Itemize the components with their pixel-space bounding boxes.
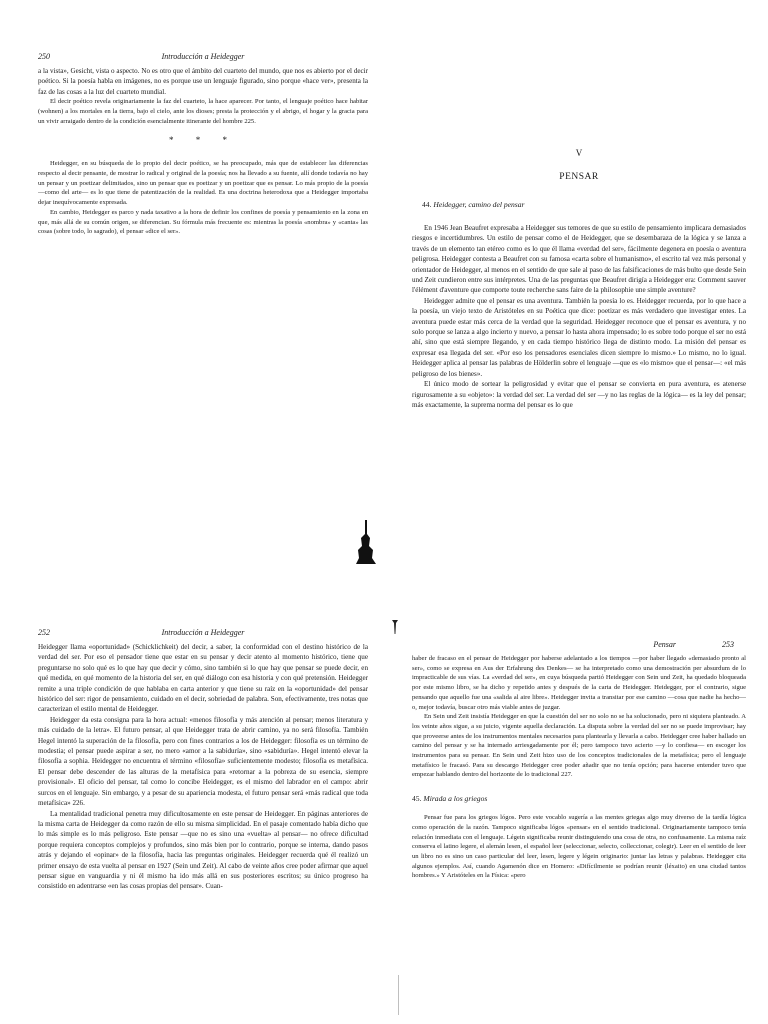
paragraph: Heidegger da esta consigna para la hora actual: «menos filosofía y más atención al pensar; menos literatura y más cuidado de la letra». El futuro pensar, al que Heidegger trata de abrir camino, ya no será filosofía. También Hegel intentó la superación de la filosofía, pero con fines contrarios a los de Heidegger: filosofía es un término de modestia; el pensar puede aspirar a ser, no mero «amor a la sabiduría», sino «sabiduría». Hegel intentó elevar la filosofía a sophia. Heidegger no encuentra el término «filosofía» suficientemente modesto; filosofía es metafísica. El pensar debe descender de las alturas de la metafísica para «retornar a la pobreza de su esencia, siempre provisional». El oficio del pensar, tal como lo concibe Heidegger, es el mismo del labrador en el campo: abrir surcos en el lenguaje. Sin embargo, y a pesar de su apariencia modesta, el futuro pensar será «más radical que toda metafísica» 226. xyxy=(38,715,368,808)
page-250 xyxy=(38,52,368,352)
running-head-title: Introducción a Heidegger xyxy=(161,628,245,637)
page-252 xyxy=(38,628,368,1024)
running-header xyxy=(38,628,368,642)
running-head-title: Introducción a Heidegger xyxy=(161,52,245,61)
running-head-title: Pensar xyxy=(653,640,676,649)
paragraph: a la vista», Gesicht, vista o aspecto. No es otro que el ámbito del cuarteto del mundo, que nos es abierto por el decir poético. Si la poesía habla en imágenes, no es porque use un lenguaje figurado, sino porque «hace ver», presenta la faz de las cosas a la luz del cuarteto mundial. xyxy=(38,67,368,96)
section-title: Heidegger, camino del pensar xyxy=(433,200,525,209)
paragraph: Pensar fue para los griegos lógos. Pero este vocablo sugería a las mentes griegas algo muy diverso de la tardía lógica como operación de la razón. Tampoco significaba lógos «pensar» en el sentido tradicional. Originariamente tampoco tenía relación inmediata con el lenguaje. Légein significaba reunir distinguiendo una cosa de otra, no confusamente. La misma raíz conserva el latino legere, el alemán lesen, el español leer (seleccionar, selecto, colleccionar, colegir). Leer en el sentido de leer un libro no es sino un caso particular del leer, lesen, legere y légein originario: juntar las letras y palabras. Heidegger cita algunos ejemplos. Así, cuando Agamenón dice en Homero: «Difícilmente se podrían reunir (léxaito) en una ciudad tantos hombres.» Y Aristóteles en la Física: «pero xyxy=(412,814,746,880)
paragraph: Heidegger, en su búsqueda de lo propio del decir poético, se ha preocupado, más que de establecer las diferencias respecto al decir pensante, de mostrar lo radical y original de la poesía; nos ha llevado a su fuente, allí donde todavía no hay un pensar y un poetizar delimitados, sino un pensar que es poetizar y un poetizar que es pensar. Lo más propio de la poesía —como del arte— es lo que tiene de patentización de la realidad. Es una doctrina heterodoxa que a Heidegger importaba dejar inequívocamente expresada. xyxy=(38,160,368,207)
scan-blot-mark xyxy=(356,520,376,564)
paragraph: haber de fracaso en el pensar de Heidegger por haberse adelantado a los tiempos —por haber llegado «demasiado pronto al ser», como se expresa en Aus der Erfahrung des Denkes— se ha interpretado como una demostración per absurdum de lo impracticable de sus vías. La «verdad del ser», en cuya búsqueda partió Heidegger con Sein und Zeit, ha quedado bloqueada por este mismo libro, se ha dicho y repetido antes y después de la carta de Heidegger. Heidegger, por el contrario, sigue pensando que aquello fue una «salida al aire libre». Heidegger invita a transitar por ese camino —cosa que nadie ha hecho— o, mejor todavía, buscar otro más viable antes de juzgar. xyxy=(412,655,746,711)
paragraph: En cambio, Heidegger es parco y nada taxativo a la hora de definir los confines de poesía y pensamiento en la zona en que, más allá de su común origen, se diferencian. Su fórmula más frecuente es: mientras la poesía «nombra» y «canta» las cosas (sobre todo, lo sagrado), el pensar «dice el ser». xyxy=(38,208,368,236)
paragraph: El único modo de sortear la peligrosidad y evitar que el pensar se convierta en pura aventura, es atenerse rigurosamente a su «objeto»: la verdad del ser. La verdad del ser —y no las reglas de la lógica— es la ley del pensar; más exactamente, la suprema norma del pensar es lo que xyxy=(412,380,746,409)
paragraph: Heidegger llama «oportunidad» (Schicklichkeit) del decir, a saber, la conformidad con el destino histórico de la verdad del ser. Por eso el pensador tiene que estar en su pensar y decir atento al momento histórico, tiene que preguntarse no solo qué es lo que hay que decir y cómo, sino también si lo que hay que pensar se puede decir, en qué medida, en qué momento de la historia del ser, en qué diálogo con esa historia y con qué pretensión. Heidegger remite a una triple condición de que hablaba en carta anterior y que tiene su raíz en la «oportunidad» del pensar histórico del ser: rigor de pensamiento, cuidado en el decir, sobriedad de palabra. Son, efectivamente, tres notas que caracterizan el estilo mental de Heidegger. xyxy=(38,643,368,714)
page-number: 252 xyxy=(38,628,50,637)
section-title: Mirada a los griegos xyxy=(423,794,488,804)
running-header xyxy=(412,640,746,654)
section-separator: * * * xyxy=(169,135,237,146)
section-heading xyxy=(412,794,746,803)
paragraph: En 1946 Jean Beaufret expresaba a Heidegger sus temores de que su estilo de pensamiento implicara demasiados riesgos e incertidumbres. Un estilo de pensar como el de Heidegger, que se desembaraza de la lógica y se lanza a través de un elemento tan etéreo como es lo que él llama «verdad del ser», fácilmente degenera en poesía o aventura peligrosa. Heidegger contesta a Beaufret con su famosa «carta sobre el humanismo», el escrito tal vez más personal y orientador de Heidegger, al menos en el sentido de que sale al paso de las falsificaciones de más bulto que desde Sein und Zeit cundieron entre sus intérpretes. Una de las preguntas que Beaufret dirigía a Heidegger era: Comment sauver l'élément d'aventure que comporte toute recherche sans faire de la philosophie une simple aventure? xyxy=(412,224,746,295)
paragraph: En Sein und Zeit insistía Heidegger en que la cuestión del ser no solo no se ha solucionado, pero ni siquiera planteado. A los veinte años sigue, a su juicio, vigente aquella declaración. La disputa sobre la verdad del ser no se puede improvisar; hay que proveerse antes de los instrumentos mentales necesarios para plantearla y llevarla a cabo. Heidegger cree haber hallado un camino del pensar y se ha internado arriesgadamente por él; pero tampoco tuvo acierto —y lo confiesa— en escoger los instrumentos para su pensar. En Sein und Zeit hizo uso de los conceptos tradicionales de la metafísica; pero el lenguaje metafísico le fracasó. Para su descargo Heidegger cree poder añadir que no tenía opción; para hacerse entender tuvo que empezar hablando dentro del horizonte de lo tradicional 227. xyxy=(412,713,746,779)
running-header xyxy=(38,52,368,66)
section-number: 45. xyxy=(412,794,422,804)
paragraph: La mentalidad tradicional penetra muy dificultosamente en este pensar de Heidegger. En páginas anteriores de la misma carta de Heidegger da como razón de ello su misma simplicidad. En el pasaje comentado había dicho que lo más simple es lo más peligroso. Este pensar —que no es sino una «vuelta» al pensar— no ofrece dificultad porque requiera conceptos complejos y profundos, sino más bien por lo contrario, porque se interna, dando pasos atrás y dejando el «opinar» de la filosofía, hacia las preguntas originales. Heidegger recuerda qué él realizó un primer ensayo de esta vuelta al pensar en 1927 (Sein und Zeit). Al cabo de veinte años cree poder afirmar que aquel pensar sigue en vanguardia y ni él mismo ha ido más allá en sus posteriores escritos; su único progreso ha consistido en adentrarse «en las cosas propias del pensar». Cuan- xyxy=(38,809,368,891)
chapter-number: V xyxy=(575,148,583,158)
gutter-line xyxy=(398,975,399,1015)
scan-tick-mark xyxy=(392,620,398,634)
section-heading xyxy=(422,200,746,209)
page-number: 250 xyxy=(38,52,50,61)
paragraph: El decir poético revela originariamente la faz del cuarteto, la hace aparecer. Por tanto, el lenguaje poético hace habitar (wohnen) a los mortales en la tierra, bajo el cielo, ante los dioses; presta la protección y el abrigo, el hogar y la gracia para un vivir arraigado dentro de la condición esencialmente itinerante del hombre 225. xyxy=(38,98,368,125)
chapter-title: PENSAR xyxy=(559,172,599,182)
page-251 xyxy=(412,148,746,568)
page-253 xyxy=(412,640,746,1024)
section-number: 44. xyxy=(422,200,432,209)
paragraph: Heidegger admite que el pensar es una aventura. También la poesía lo es. Heidegger recuerda, por lo que hace a la poesía, un viejo texto de Aristóteles en su Poética que dice: poetizar es más verdadero que investigar entes. La aventura puede estar más cerca de la verdad que la seguridad. Heidegger reconoce que el pensar es aventura, y no solo porque se lanza a algo incierto y nuevo, a pensar lo hasta ahora impensado; lo es sobre todo porque el ser no está ahí, sino que está siempre llegando, y en cada tiempo histórico llega de distinto modo. La misión del pensar es expresar esa llegada del ser. «Por eso los pensadores esenciales dicen siempre lo mismo.» Lo mismo, no lo igual. Heidegger aplica al pensar las palabras de Hölderlin sobre el lenguaje —que es «lo mismo» que el pensar—: «el más peligroso de los bienes». xyxy=(412,296,746,378)
page-number: 253 xyxy=(722,640,734,649)
